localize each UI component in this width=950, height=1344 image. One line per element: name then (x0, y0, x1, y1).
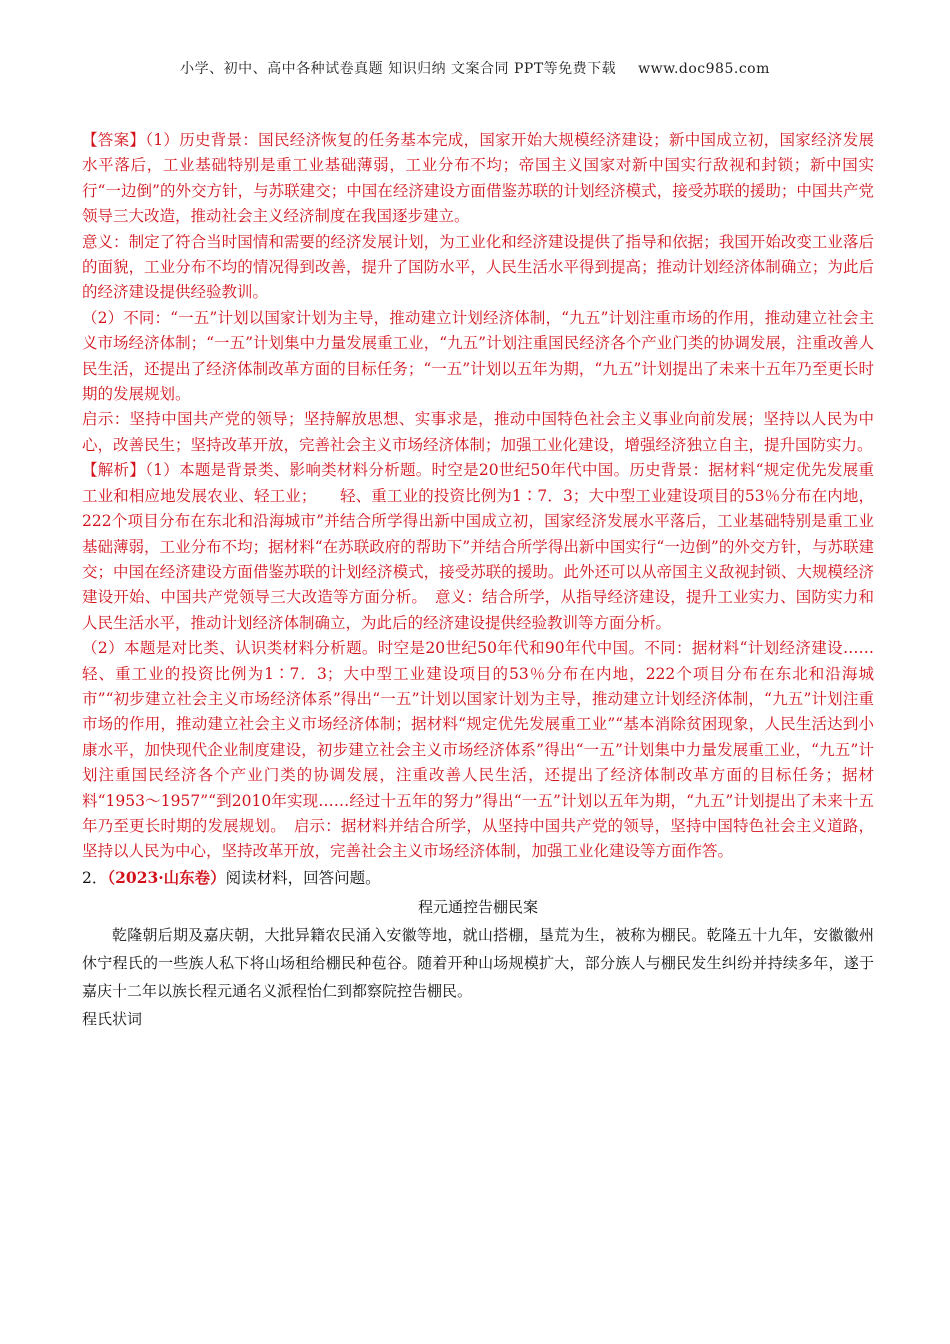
answer-difference: （2）不同：“一五”计划以国家计划为主导，推动建立计划经济体制，“九五”计划注重市场的作用，推动建立社会主义市场经济体制；“一五”计划集中力量发展重工业，“九五”计划注重国民经济各个产业门类的协调发展，注重改善人民生活，还提出了经济体制改革方面的目标任务；“一五”计划以五年为期，“九五”计划提出了未来十五年乃至更长时期的发展规划。 (82, 308, 874, 404)
question-prompt: 阅读材料，回答问题。 (225, 868, 381, 887)
material-subheading: 程氏状词 (82, 1009, 143, 1028)
material-title: 程元通控告棚民案 (417, 897, 538, 916)
answer-inspiration: 启示：坚持中国共产党的领导；坚持解放思想、实事求是，推动中国特色社会主义事业向前发展；坚持以人民为中心，改善民生；坚持改革开放，完善社会主义市场经济体制；加强工业化建设，增强经济独立自主，提升国防实力。 (82, 410, 874, 454)
material-body: 乾隆朝后期及嘉庆朝，大批异籍农民涌入安徽等地，就山搭棚，垦荒为生，被称为棚民。乾隆五十九年，安徽徽州休宁程氏的一些族人私下将山场租给棚民种苞谷。随着开种山场规模扩大，部分族人与棚民发生纠纷并持续多年，遂于嘉庆十二年以族长程元通名义派程怡仁到都察院控告棚民。 (82, 925, 874, 1000)
question-2-line (82, 865, 874, 891)
analysis-section (82, 458, 874, 865)
analysis-part-1: 【解析】（1）本题是背景类、影响类材料分析题。时空是20世纪50年代中国。历史背景：据材料“规定优先发展重工业和相应地发展农业、轻工业； 轻、重工业的投资比例为1∶7．3；大中型工业建设项目的53％分布在内地，222个项目分布在东北和沿海城市”并结合所学得出新中国成立初，国家经济发展水平落后，工业基础特别是重工业基础薄弱，工业分布不均；据材料“在苏联政府的帮助下”并结合所学得出新中国实行“一边倒”的外交方针，与苏联建交；中国在经济建设方面借鉴苏联的计划经济模式，接受苏联的援助。此外还可以从帝国主义敌视封锁、大规模经济建设开始、中国共产党领导三大改造等方面分析。 意义：结合所学，从指导经济建设，提升工业实力、国防实力和人民生活水平，推动计划经济体制确立，为此后的经济建设提供经验教训等方面分析。 (82, 461, 874, 632)
analysis-part-2: （2）本题是对比类、认识类材料分析题。时空是20世纪50年代和90年代中国。不同：据材料“计划经济建设……轻、重工业的投资比例为1∶7．3；大中型工业建设项目的53％分布在内地，222个项目分布在东北和沿海城市”“初步建立社会主义市场经济体系”得出“一五”计划以国家计划为主导，推动建立计划经济体制，“九五”计划注重市场的作用，推动建立社会主义市场经济体制；据材料“规定优先发展重工业”“基本消除贫困现象，人民生活达到小康水平，加快现代企业制度建设，初步建立社会主义市场经济体系”得出“一五”计划集中力量发展重工业，“九五”计划注重国民经济各个产业门类的协调发展，注重改善人民生活，还提出了经济体制改革方面的目标任务；据材料“1953～1957”“到2010年实现……经过十五年的努力”得出“一五”计划以五年为期，“九五”计划提出了未来十五年乃至更长时期的发展规划。 启示：据材料并结合所学，从坚持中国共产党的领导，坚持中国特色社会主义道路，坚持以人民为中心，坚持改革开放，完善社会主义市场经济体制，加强工业化建设等方面作答。 (82, 639, 874, 861)
answer-background: 【答案】（1）历史背景：国民经济恢复的任务基本完成，国家开始大规模经济建设；新中国成立初，国家经济发展水平落后，工业基础特别是重工业基础薄弱，工业分布不均；帝国主义国家对新中国实行敌视和封锁；新中国实行“一边倒”的外交方针，与苏联建交；中国在经济建设方面借鉴苏联的计划经济模式，接受苏联的援助；中国共产党领导三大改造，推动社会主义经济制度在我国逐步建立。 (82, 131, 874, 226)
question-source: （2023·山东卷） (107, 867, 226, 887)
content-area (82, 128, 874, 1033)
answer-section (82, 128, 874, 458)
page-header (0, 58, 950, 78)
header-text: 小学、初中、高中各种试卷真题 知识归纳 文案合同 PPT等免费下载 (180, 61, 617, 77)
question-number: 2． (82, 868, 108, 887)
header-url[interactable]: www.doc985.com (638, 61, 770, 77)
answer-significance: 意义：制定了符合当时国情和需要的经济发展计划，为工业化和经济建设提供了指导和依据；我国开始改变工业落后的面貌，工业分布不均的情况得到改善，提升了国防水平，人民生活水平得到提高；推动计划经济体制确立；为此后的经济建设提供经验教训。 (82, 232, 874, 302)
